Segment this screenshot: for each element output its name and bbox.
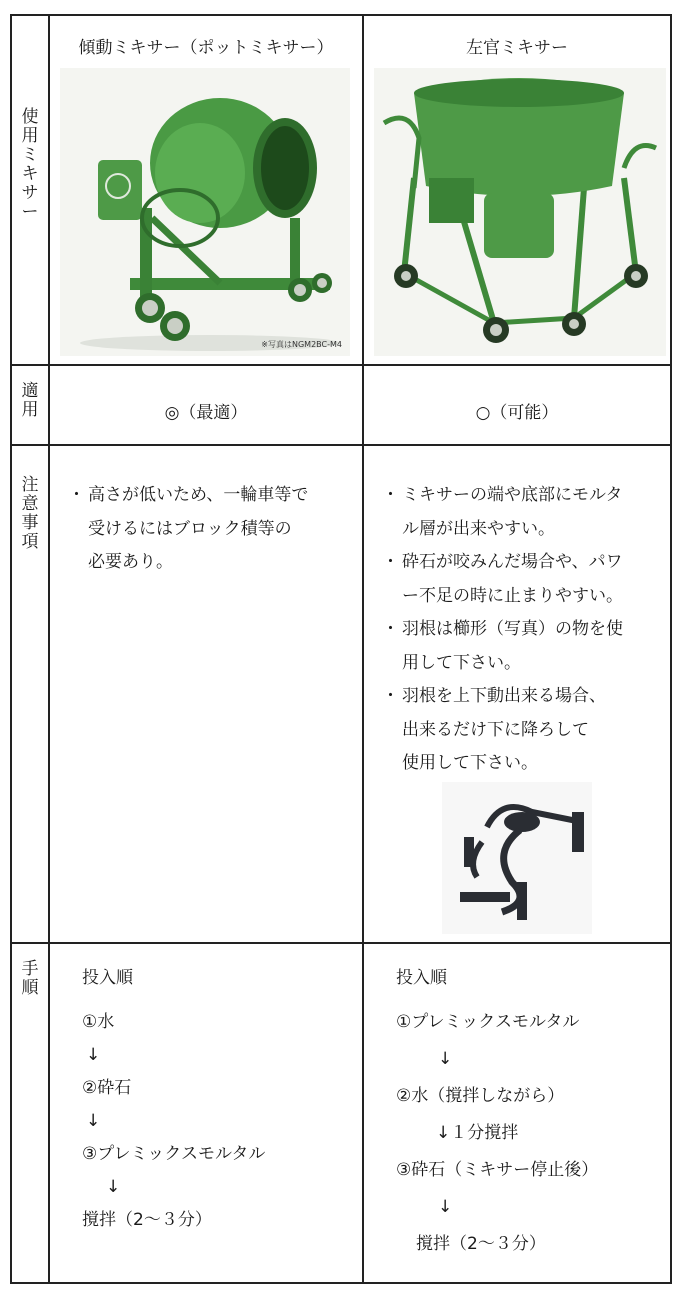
note-item: ・ 高さが低いため、一輪車等で 受けるにはブロック積等の 必要あり。 [74, 479, 364, 580]
plaster-step: ↓ [438, 1049, 453, 1069]
plaster-step: ①プレミックスモルタル [396, 1012, 580, 1032]
plaster-mixer-title: 左官ミキサー [466, 38, 568, 58]
grid-line [12, 942, 670, 944]
plaster-suitability: ○（可能） [475, 403, 559, 423]
tilting-mixer-photo [60, 68, 350, 356]
mixer-comparison-table [10, 14, 672, 1284]
row-header-applicable: 適 用 [21, 381, 39, 420]
plaster-notes [388, 479, 668, 781]
tilting-order-title: 投入順 [82, 968, 133, 988]
plaster-mixer-photo [374, 68, 666, 356]
plaster-step: ②水（撹拌しながら） [396, 1086, 565, 1106]
tilting-mixer-illustration [60, 68, 350, 356]
note-item: ・ 羽根は櫛形（写真）の物を使 用して下さい。 [388, 613, 668, 680]
tilting-step: ↓ [106, 1177, 121, 1197]
grid-line [12, 444, 670, 446]
row-header-notes: 注 意 事 項 [21, 475, 39, 552]
note-item: ・ ミキサーの端や底部にモルタ ル層が出来やすい。 [388, 479, 668, 546]
tilting-step: 撹拌（2～３分） [82, 1210, 212, 1230]
plaster-order-title: 投入順 [396, 968, 447, 988]
plaster-step: 撹拌（2～３分） [416, 1234, 546, 1254]
plaster-step: ③砕石（ミキサー停止後） [396, 1160, 599, 1180]
note-item: ・ 羽根を上下動出来る場合、 出来るだけ下に降ろして 使用して下さい。 [388, 680, 668, 781]
tilting-step: ②砕石 [82, 1078, 132, 1098]
tilting-step: ③プレミックスモルタル [82, 1144, 266, 1164]
plaster-step: ↓１分撹拌 [436, 1123, 519, 1143]
tilting-suitability: ◎（最適） [164, 403, 248, 423]
plaster-mixer-illustration [374, 68, 666, 356]
grid-line [12, 364, 670, 366]
note-item: ・ 砕石が咬みんだ場合や、パワ ー不足の時に止まりやすい。 [388, 546, 668, 613]
comb-paddle-illustration [442, 782, 592, 934]
grid-line [48, 16, 50, 1282]
grid-line [362, 16, 364, 1282]
photo-caption: ※写真はNGM2BC-M4 [261, 340, 342, 349]
row-header-mixer: 使 用 ミ キ サ ー [21, 107, 39, 222]
row-header-procedure: 手 順 [21, 959, 39, 998]
plaster-step: ↓ [438, 1197, 453, 1217]
tilting-step: ↓ [86, 1111, 101, 1131]
tilting-notes [74, 479, 364, 580]
comb-paddle-photo [442, 782, 592, 934]
tilting-step: ①水 [82, 1012, 115, 1032]
tilting-mixer-title: 傾動ミキサー（ポットミキサー） [78, 38, 334, 58]
tilting-step: ↓ [86, 1045, 101, 1065]
